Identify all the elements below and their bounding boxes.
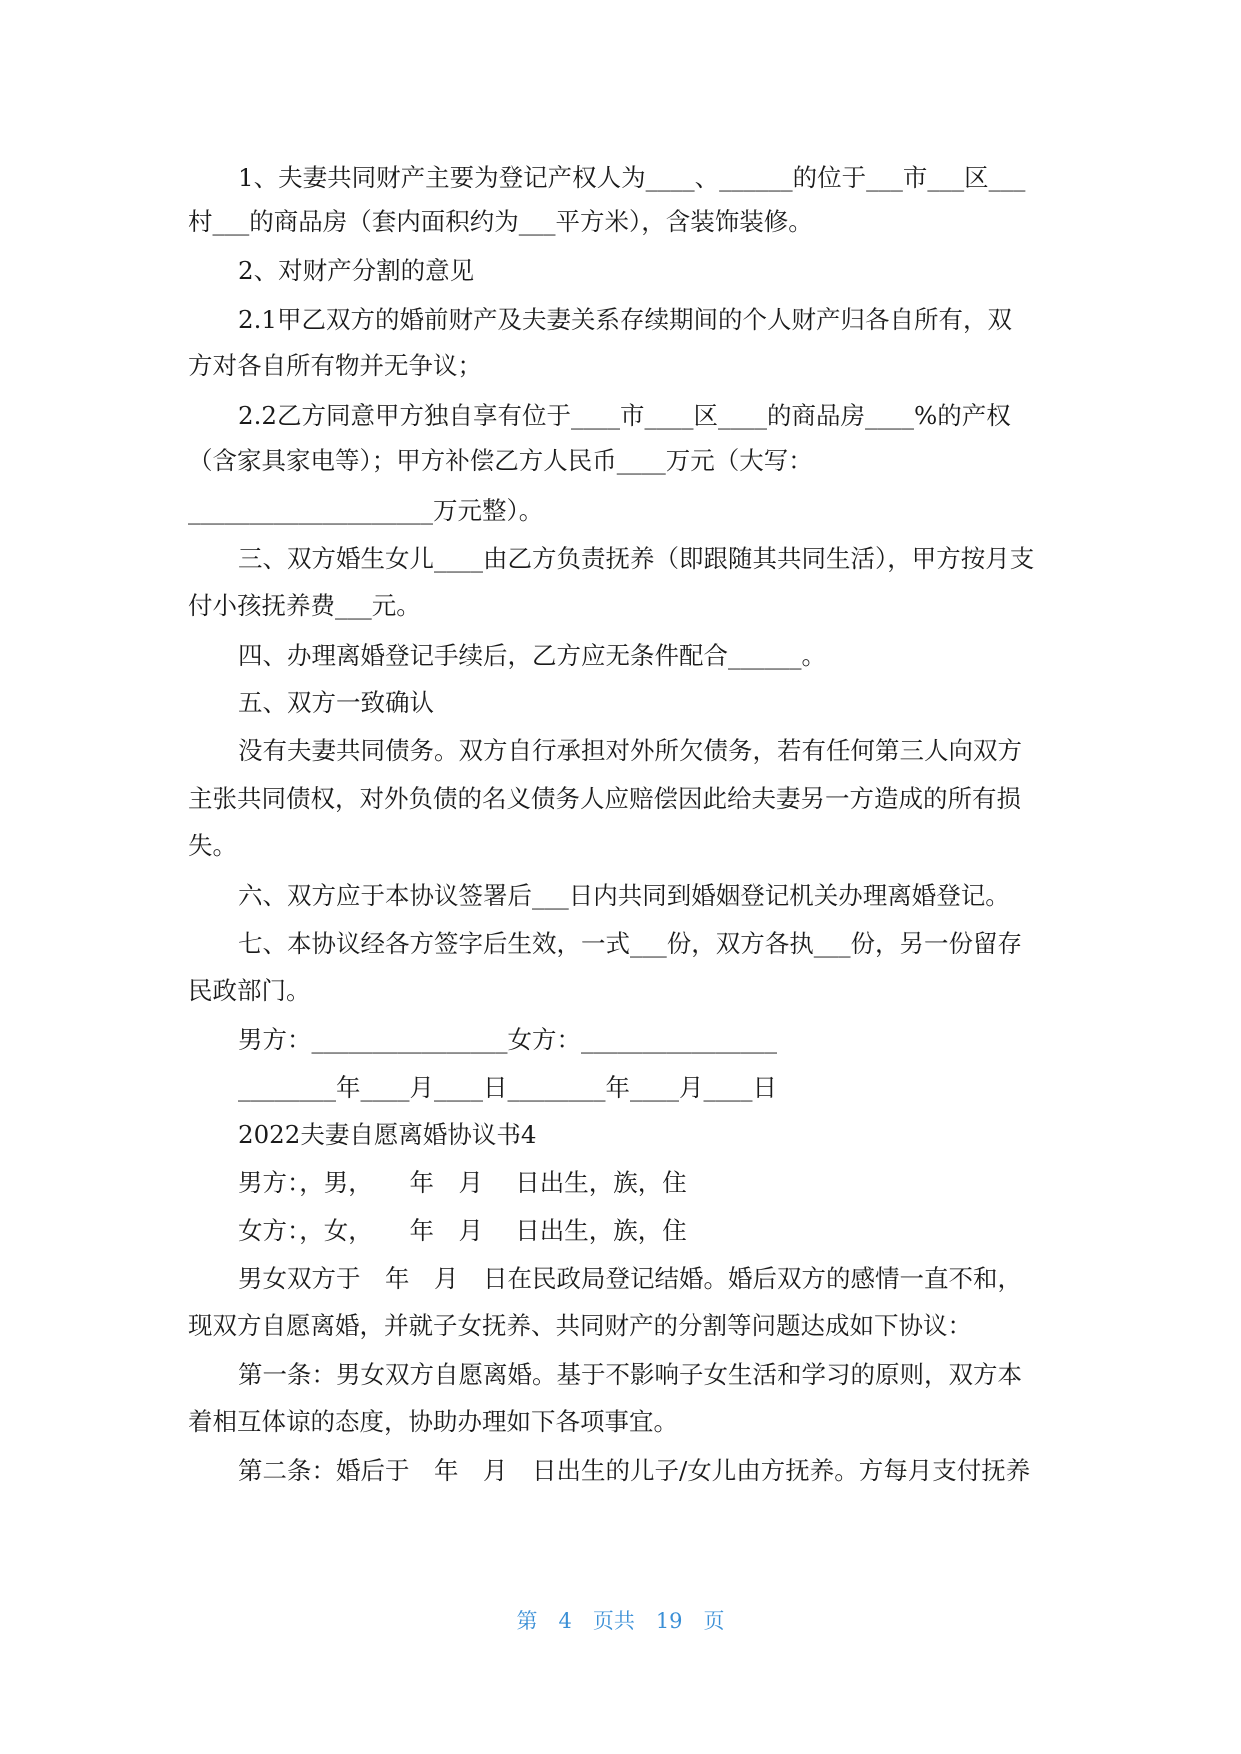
paragraph-line: 失。 [188,831,237,860]
paragraph-line: 第二条：婚后于 年 月 日出生的儿子/女儿由方抚养。方每月支付抚养 [238,1456,1031,1485]
paragraph-line: （含家具家电等）；甲方补偿乙方人民币____万元（大写： [188,446,813,475]
paragraph-line: ____________________万元整）。 [188,496,544,525]
paragraph-line: 着相互体谅的态度，协助办理如下各项事宜。 [188,1407,678,1436]
paragraph-line: 主张共同债权，对外负债的名义债务人应赔偿因此给夫妻另一方造成的所有损 [188,784,1021,813]
paragraph-line: 没有夫妻共同债务。双方自行承担对外所欠债务，若有任何第三人向双方 [238,736,1022,765]
paragraph-line: 四、办理离婚登记手续后，乙方应无条件配合______。 [238,641,826,670]
paragraph-line: 三、双方婚生女儿____由乙方负责抚养（即跟随其共同生活），甲方按月支 [238,544,1035,573]
signature-line: 男方：________________女方：________________ [238,1025,777,1054]
paragraph-line: 五、双方一致确认 [238,688,434,717]
paragraph-line: 男方：，男， 年 月 日出生，族，住 [238,1168,687,1197]
paragraph-line: 男女双方于 年 月 日在民政局登记结婚。婚后双方的感情一直不和， [238,1264,1022,1293]
paragraph-line: 1、夫妻共同财产主要为登记产权人为____、______的位于___市___区___ [238,163,1026,192]
paragraph-line: 2、对财产分割的意见 [238,256,475,285]
paragraph-line: 方对各自所有物并无争议； [188,351,482,380]
paragraph-line: 现双方自愿离婚，并就子女抚养、共同财产的分割等问题达成如下协议： [188,1311,972,1340]
paragraph-line: 第一条：男女双方自愿离婚。基于不影响子女生活和学习的原则，双方本 [238,1360,1022,1389]
paragraph-line: 付小孩抚养费___元。 [188,591,421,620]
section-heading: 2022夫妻自愿离婚协议书4 [238,1120,537,1149]
paragraph-line: 2.1甲乙双方的婚前财产及夫妻关系存续期间的个人财产归各自所有，双 [238,305,1012,334]
paragraph-line: 村___的商品房（套内面积约为___平方米），含装饰装修。 [188,207,813,236]
page-number: 第 4 页共 19 页 [516,1609,725,1633]
paragraph-line: 女方：，女， 年 月 日出生，族，住 [238,1216,687,1245]
paragraph-line: 民政部门。 [188,976,311,1005]
date-line: ________年____月____日________年____月____日 [238,1073,777,1102]
paragraph-line: 六、双方应于本协议签署后___日内共同到婚姻登记机关办理离婚登记。 [238,881,1010,910]
paragraph-line: 2.2乙方同意甲方独自享有位于____市____区____的商品房____%的产权 [238,401,1011,430]
paragraph-line: 七、本协议经各方签字后生效，一式___份，双方各执___份，另一份留存 [238,929,1022,958]
